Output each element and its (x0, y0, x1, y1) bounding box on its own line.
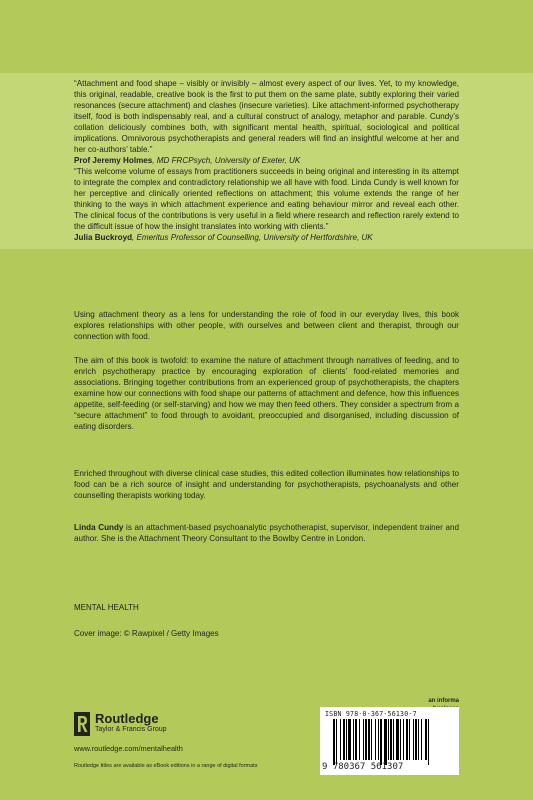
endorsement-attribution-2 (74, 232, 459, 243)
barcode-bar (384, 719, 387, 765)
publisher-group: Taylor & Francis Group (95, 726, 167, 733)
barcode-bar (413, 719, 414, 760)
author-bio (74, 522, 459, 544)
author-bio-text: is an attachment-based psychoanalytic psychotherapist, supervisor, independent trainer and author. She is the Attachment Theory Consultant to the Bowlby Centre in London. (74, 523, 459, 543)
barcode-bars (333, 719, 454, 765)
barcode-bar (409, 719, 410, 760)
barcode-bar (425, 719, 427, 760)
barcode-bar (418, 719, 419, 760)
barcode-bar (348, 719, 351, 760)
category-label: MENTAL HEALTH (74, 603, 139, 612)
barcode-bar (355, 719, 357, 760)
barcode-bar (403, 719, 404, 760)
endorser-affiliation-1: , MD FRCPsych, University of Exeter, UK (152, 156, 301, 165)
endorser-name-1: Prof Jeremy Holmes (74, 156, 153, 165)
barcode-bar (396, 719, 399, 760)
ebook-note: Routledge titles are available as eBook editions in a range of digital formats (74, 763, 258, 769)
description-paragraph-3: Enriched throughout with diverse clinical case studies, this edited collection illuminates how relationships to food can be a rich source of insight and understanding for psychotherapists, psychoanalysts and other counselling therapists working today. (74, 469, 459, 500)
barcode-bar (428, 719, 429, 765)
barcode-bar (390, 719, 392, 760)
barcode-bar (336, 719, 337, 765)
isbn-digits: 9 780367 561307 (322, 762, 404, 772)
barcode-bar (343, 719, 345, 760)
endorser-name-2: Julia Buckroyd (74, 233, 133, 242)
barcode-bar (346, 719, 347, 760)
endorsements-panel (0, 73, 533, 249)
barcode-bar (375, 719, 376, 760)
description-paragraph-2: The aim of this book is twofold: to examine the nature of attachment through narratives of feeding, and to enrich psychotherapy practice by encouraging exploration of clients’ food-related memories and associations. Bringing together contributions from an experienced group of psychotherapists, the chapters examine how our connections with food shape our patterns of attachment and defence, how this influences appetite, self-feeding (or self-starving) and how we may then feed others. They consider a spectrum from a “secure attachment” to food through to avoidant, preoccupied and disorganised, including discussion of eating disorders. (74, 356, 459, 431)
barcode-bar (333, 719, 335, 765)
cover-credit: Cover image: © Rawpixel / Getty Images (74, 629, 219, 638)
routledge-r-icon (74, 712, 90, 736)
endorsement-attribution-1 (74, 155, 459, 166)
endorsement-quote-2: “This welcome volume of essays from practitioners succeeds in being original and interesting in its attempt to integrate the complex and contradictory relationship we all have with food. Linda Cundy is well known for her perceptive and clinically oriented reflections on attachment; this volume extends the range of her thinking to the ways in which attachment experience and eating behaviour mirror and reveal each other. The clinical focus of the contributions is very useful in a field where research and reflection rarely extend to the difficult issue of how the insight translates into working with clients.” (74, 167, 459, 231)
publisher-name: Routledge (95, 711, 159, 726)
barcode-bar (406, 719, 408, 760)
barcode-bar (393, 719, 394, 760)
barcode-bar (359, 719, 360, 760)
barcode-bar (363, 719, 364, 760)
barcode-bar (368, 719, 370, 760)
endorsement-quote-1: “Attachment and food shape – visibly or invisibly – almost every aspect of our lives. Yet, to my knowledge, this original, readable, creative book is the first to put them on the same plate, subtly exploring their varied resonances (secure attachment) and clashes (insecure varieties). Like attachment-informed psychotherapy itself, food is both indispensably real, and a cultural construct of analogy, metaphor and parable. Cundy’s collation deliciously combines both, with significant mental health, spiritual, sociological and political implications. Omnivorous psychotherapists and general readers will find an insightful welcome at her and her co-authors’ table.” (74, 79, 459, 154)
barcode-bar (388, 719, 389, 760)
publisher-url[interactable]: www.routledge.com/mentalhealth (74, 744, 183, 753)
barcode-bar (353, 719, 354, 760)
barcode-bar (415, 719, 417, 760)
barcode-bar (380, 719, 382, 765)
description-paragraph-1: Using attachment theory as a lens for understanding the role of food in our everyday lives, this book explores relationships with other people, with ourselves and between client and therapist, through our connection with food. (74, 310, 459, 341)
isbn-label: ISBN 978-0-367-56130-7 (325, 710, 417, 718)
barcode-bar (365, 719, 367, 760)
barcode-bar (400, 719, 401, 760)
barcode-bar (340, 719, 341, 760)
author-name: Linda Cundy (74, 523, 124, 532)
endorser-affiliation-2: , Emeritus Professor of Counselling, University of Hertfordshire, UK (132, 233, 373, 242)
informa-business: an informa (428, 698, 459, 704)
barcode-bar (378, 719, 379, 760)
isbn-barcode (320, 707, 459, 775)
barcode-bar (371, 719, 372, 760)
barcode-bar (421, 719, 422, 760)
